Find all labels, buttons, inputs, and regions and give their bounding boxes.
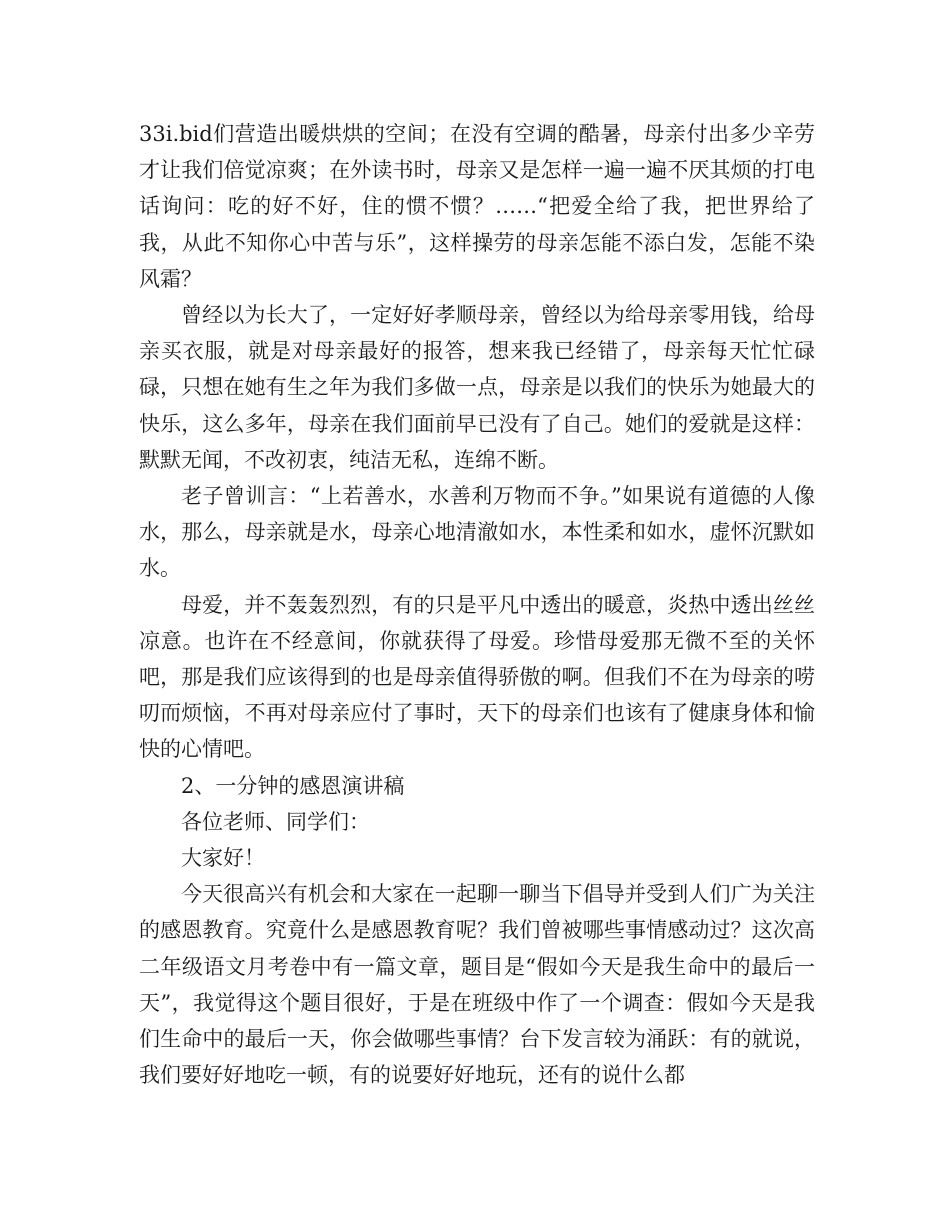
paragraph: 老子曾训言：“上若善水，水善利万物而不争。”如果说有道德的人像水，那么，母亲就是水，母亲心地清澈如水，本性柔和如水，虚怀沉默如水。 [139, 484, 815, 581]
section-heading: 2、一分钟的感恩演讲稿 [181, 773, 405, 798]
paragraph: 曾经以为长大了，一定好好孝顺母亲，曾经以为给母亲零用钱，给母亲买衣服，就是对母亲最好的报答，想来我已经错了，母亲每天忙忙碌碌，只想在她有生之年为我们多做一点，母亲是以我们的快乐为她最大的快乐，这么多年，母亲在我们面前早已没有了自己。她们的爱就是这样：默默无闻，不改初衷，纯洁无私，连绵不断。 [139, 303, 815, 472]
paragraph: 今天很高兴有机会和大家在一起聊一聊当下倡导并受到人们广为关注的感恩教育。究竟什么是感恩教育呢？我们曾被哪些事情感动过？这次高二年级语文月考卷中有一篇文章，题目是“假如今天是我生命中的最后一天”，我觉得这个题目很好，于是在班级中作了一个调查：假如今天是我们生命中的最后一天，你会做哪些事情？台下发言较为涌跃：有的就说，我们要好好地吃一顿，有的说要好好地玩，还有的说什么都 [139, 882, 815, 1088]
paragraph: 母爱，并不轰轰烈烈，有的只是平凡中透出的暖意，炎热中透出丝丝凉意。也许在不经意间，你就获得了母爱。珍惜母爱那无微不至的关怀吧，那是我们应该得到的也是母亲值得骄傲的啊。但我们不在为母亲的唠叨而烦恼，不再对母亲应付了事时，天下的母亲们也该有了健康身体和愉快的心情吧。 [139, 592, 815, 762]
paragraph-continued: 33i.bid们营造出暖烘烘的空间；在没有空调的酷暑，母亲付出多少辛劳才让我们倍觉凉爽；在外读书时，母亲又是怎样一遍一遍不厌其烦的打电话询问：吃的好不好，住的惯不惯？……“把爱全给了我，把世界给了我，从此不知你心中苦与乐”，这样操劳的母亲怎能不添白发，怎能不染风霜？ [139, 122, 815, 291]
document-body [139, 116, 815, 1093]
salutation: 各位老师、同学们： [181, 809, 370, 834]
greeting: 大家好！ [181, 846, 265, 871]
